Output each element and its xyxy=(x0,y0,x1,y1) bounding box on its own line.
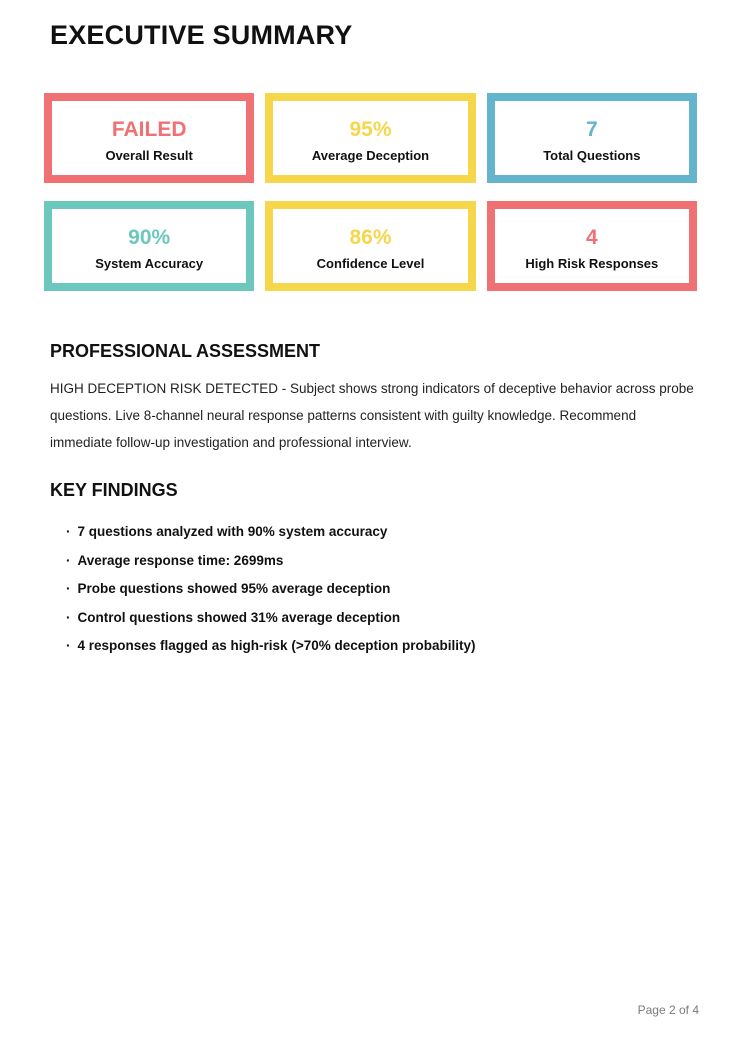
page-title: EXECUTIVE SUMMARY xyxy=(50,20,353,50)
summary-stats-grid xyxy=(44,93,697,291)
stat-card xyxy=(487,93,697,183)
bullet-dot-icon: · xyxy=(66,552,71,568)
stat-card xyxy=(265,201,475,291)
key-finding-text: Probe questions showed 95% average deception xyxy=(77,581,391,596)
key-finding-item xyxy=(66,575,697,604)
bullet-dot-icon: · xyxy=(66,581,71,596)
stat-card xyxy=(265,93,475,183)
stat-value: 95% xyxy=(349,117,392,141)
stat-value: 4 xyxy=(585,225,598,249)
stat-value: FAILED xyxy=(111,117,187,141)
stat-label: Average Deception xyxy=(311,147,430,163)
bullet-dot-icon: · xyxy=(66,524,71,539)
stat-card xyxy=(44,93,254,183)
key-finding-item xyxy=(66,547,697,576)
key-finding-text: Control questions showed 31% average deception xyxy=(77,609,401,625)
stat-label: High Risk Responses xyxy=(525,255,659,271)
assessment-heading: PROFESSIONAL ASSESSMENT xyxy=(50,341,321,361)
stat-label: System Accuracy xyxy=(95,255,204,271)
stat-value: 86% xyxy=(349,225,392,249)
stat-card xyxy=(44,201,254,291)
stat-label: Confidence Level xyxy=(316,255,425,271)
stat-card xyxy=(487,201,697,291)
stat-value: 90% xyxy=(128,225,171,249)
bullet-dot-icon: · xyxy=(66,609,71,625)
key-finding-item xyxy=(66,632,697,661)
key-finding-text: Average response time: 2699ms xyxy=(77,552,284,568)
stat-value: 7 xyxy=(585,117,598,141)
key-findings-heading: KEY FINDINGS xyxy=(50,480,178,500)
stat-label: Overall Result xyxy=(105,147,193,163)
key-finding-item xyxy=(66,518,697,547)
assessment-body-text: HIGH DECEPTION RISK DETECTED - Subject shows strong indicators of deceptive behavior across probe questions. Live 8-channel neural response patterns consistent with guilty knowledge. Recommend immediate follow-up investigation and professional interview. xyxy=(50,381,694,450)
key-finding-text: 4 responses flagged as high-risk (>70% deception probability) xyxy=(77,638,476,653)
key-findings-list xyxy=(66,518,697,661)
stat-label: Total Questions xyxy=(543,147,641,163)
bullet-dot-icon: · xyxy=(66,638,71,653)
key-finding-item xyxy=(66,604,697,633)
key-finding-text: 7 questions analyzed with 90% system accuracy xyxy=(77,524,388,539)
page-number: Page 2 of 4 xyxy=(637,1003,699,1017)
